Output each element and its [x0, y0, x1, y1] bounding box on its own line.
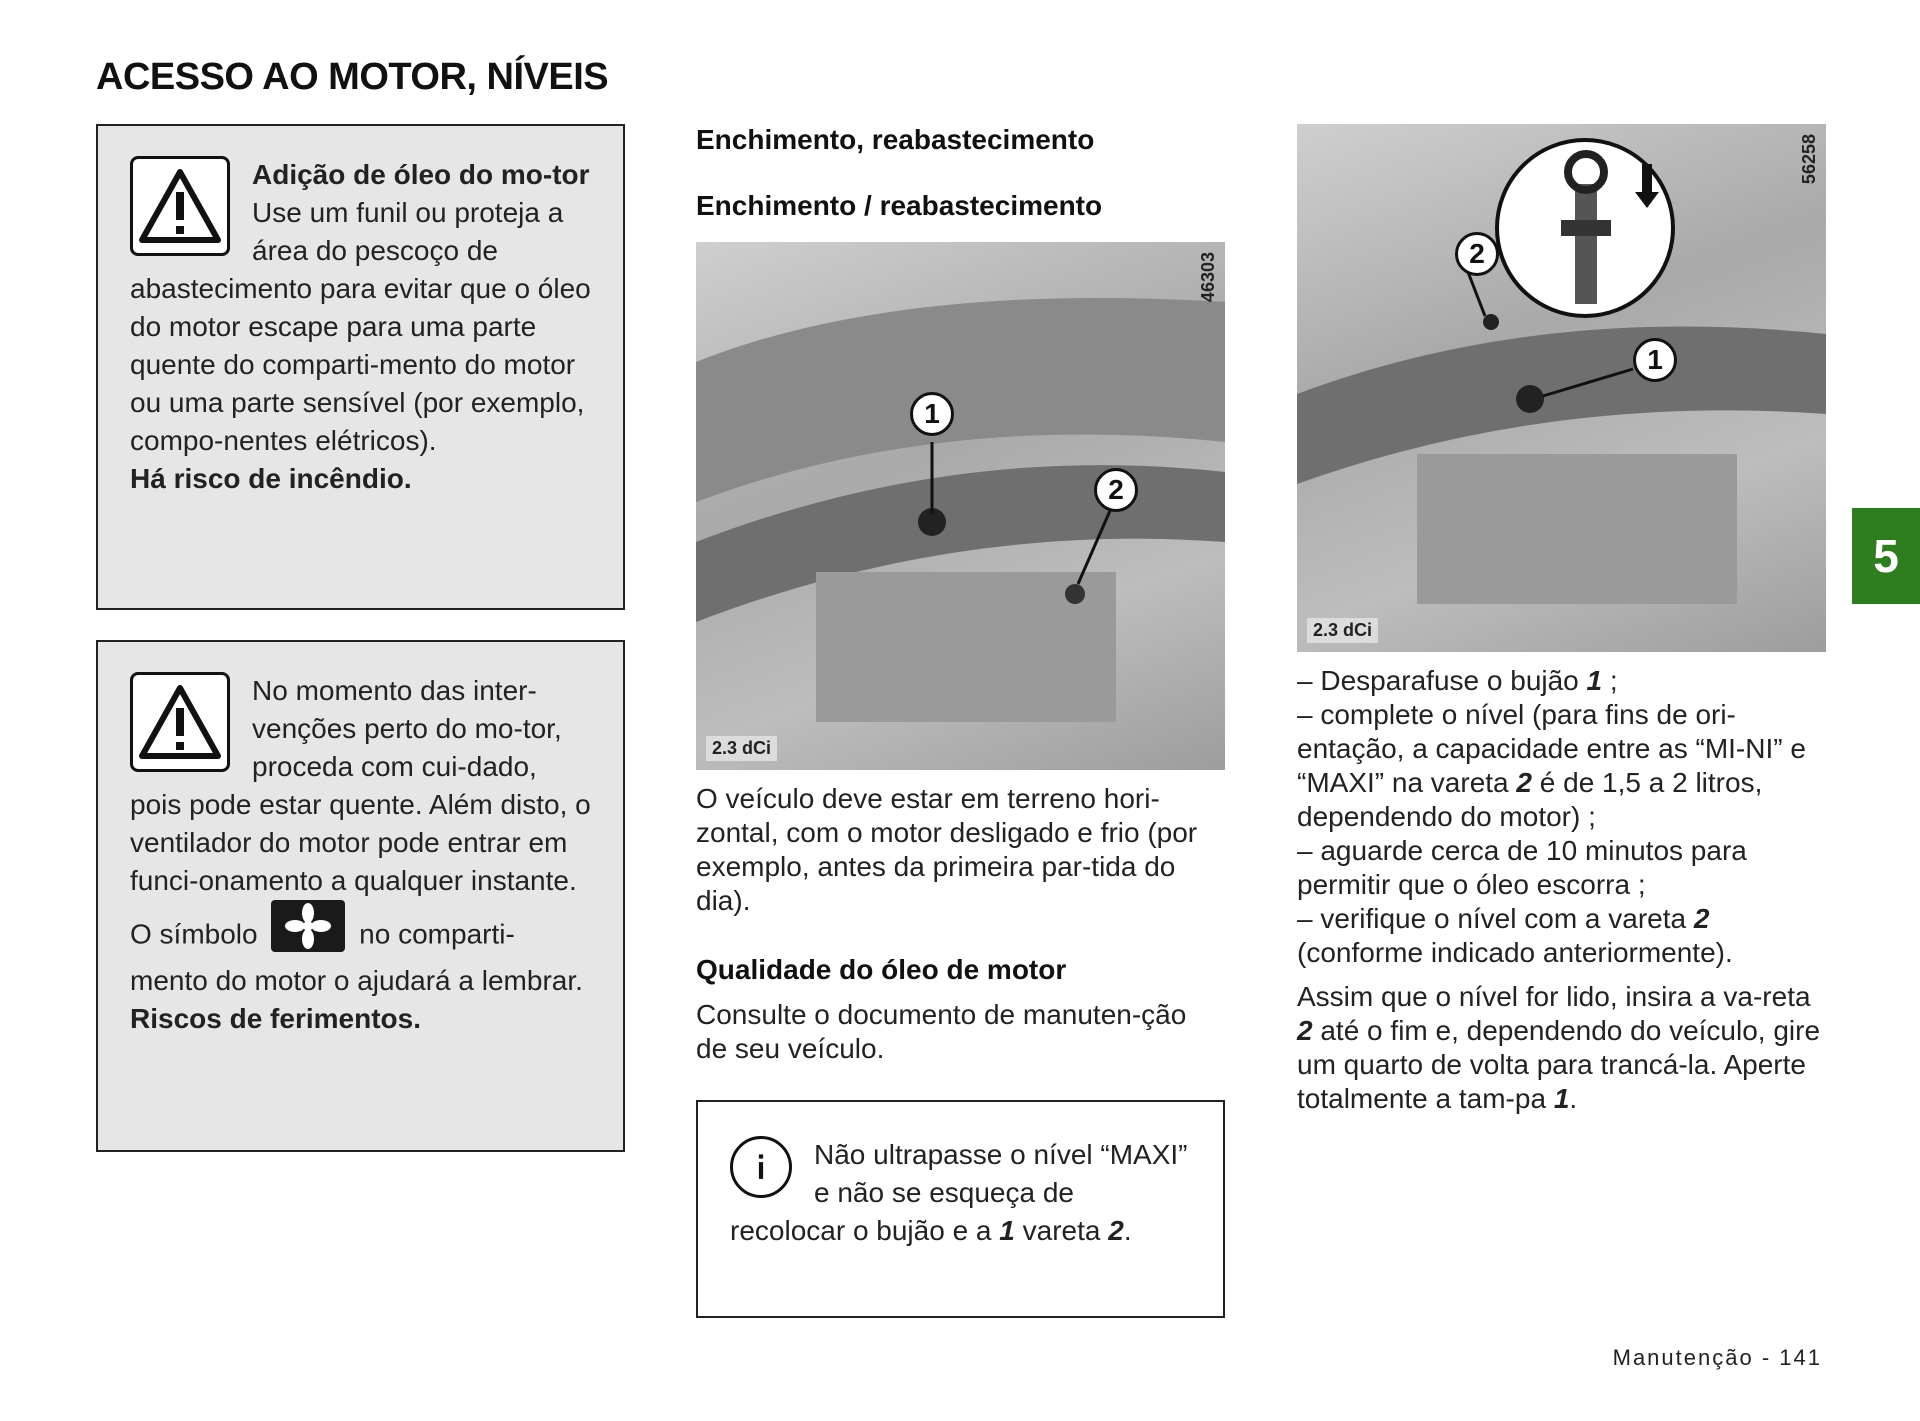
warning-oil-title: Adição de óleo do mo-tor: [252, 159, 590, 190]
engine-figure-left: [696, 242, 1225, 770]
figure-engine-label: 2.3 dCi: [1307, 618, 1378, 643]
footer-section: Manutenção: [1612, 1345, 1754, 1370]
callout-1: 1: [1633, 338, 1677, 382]
info-text-c: .: [1123, 1215, 1132, 1246]
figure-code: 56258: [1799, 134, 1819, 185]
warning-triangle-icon: [130, 156, 230, 256]
warning-box-oil: [96, 124, 625, 610]
fan-icon: [271, 900, 345, 952]
step-3: – aguarde cerca de 10 minutos para permitir que o óleo escorra ;: [1297, 835, 1747, 900]
symbol-before-text: O símbolo: [130, 918, 258, 950]
final-paragraph: Assim que o nível for lido, insira a va-reta 2 até o fim e, dependendo do veículo, gire um quarto de volta para trancá-la. Aperte totalmente a tam-pa 1.: [1297, 981, 1821, 1114]
info-text-a: Não ultrapasse o nível “MAXI” e não se esqueça de recolocar o bujão e a: [730, 1139, 1188, 1246]
step-4: – verifique o nível com a vareta 2 (conforme indicado anteriormente).: [1297, 903, 1733, 968]
heading-enchimento-sub: Enchimento / reabastecimento: [696, 190, 1103, 221]
info-ref-2: 2: [1108, 1215, 1124, 1246]
warning-hot-emphasis: Riscos de ferimentos.: [130, 1003, 421, 1034]
page-footer: [1613, 1345, 1822, 1371]
chapter-tab[interactable]: 5: [1852, 508, 1920, 604]
footer-separator: -: [1753, 1345, 1780, 1370]
info-text-b: vareta: [1014, 1215, 1109, 1246]
step-2: – complete o nível (para fins de ori-entação, a capacidade entre as “MI-NI” e “MAXI” na vareta 2 é de 1,5 a 2 litros, dependendo do motor) ;: [1297, 699, 1806, 832]
figure-code: 46303: [1198, 252, 1218, 303]
figure-engine-label: 2.3 dCi: [706, 736, 777, 761]
step-1: – Desparafuse o bujão 1 ;: [1297, 665, 1618, 696]
warning-oil-emphasis: Há risco de incêndio.: [130, 463, 412, 494]
warning-hot-symbol-line: [130, 910, 591, 1000]
callout-1: 1: [910, 392, 954, 436]
page-title: ACESSO AO MOTOR, NÍVEIS: [96, 56, 609, 98]
warning-triangle-icon: [130, 672, 230, 772]
quality-text: Consulte o documento de manuten-ção de seu veículo.: [696, 999, 1187, 1064]
warning-hot-text: No momento das inter-venções perto do mo-tor, proceda com cui-dado, pois pode estar quente. Além disto, o ventilador do motor pode entrar em funci-onamento a qualquer instante.: [130, 675, 591, 896]
engine-figure-right: [1297, 124, 1826, 652]
fill-text: O veículo deve estar em terreno hori-zontal, com o motor desligado e frio (por exemplo, antes da primeira par-tida do dia).: [696, 783, 1198, 916]
callout-2: 2: [1094, 468, 1138, 512]
callout-2: 2: [1455, 232, 1499, 276]
warning-oil-text: Use um funil ou proteja a área do pescoço de abastecimento para evitar que o óleo do motor escape para uma parte quente do comparti-mento do motor ou uma parte sensível (por exemplo, compo-nentes elétricos).: [130, 197, 591, 456]
warning-box-hot: [96, 640, 625, 1152]
page-number: 141: [1779, 1345, 1822, 1370]
heading-enchimento: Enchimento, reabastecimento: [696, 124, 1095, 155]
info-ref-1: 1: [999, 1215, 1015, 1246]
heading-quality: Qualidade do óleo de motor: [696, 954, 1067, 985]
info-box: [696, 1100, 1225, 1318]
symbol-after-text: no comparti-mento do motor o ajudará a lembrar.: [130, 918, 583, 996]
info-icon: [730, 1136, 792, 1198]
